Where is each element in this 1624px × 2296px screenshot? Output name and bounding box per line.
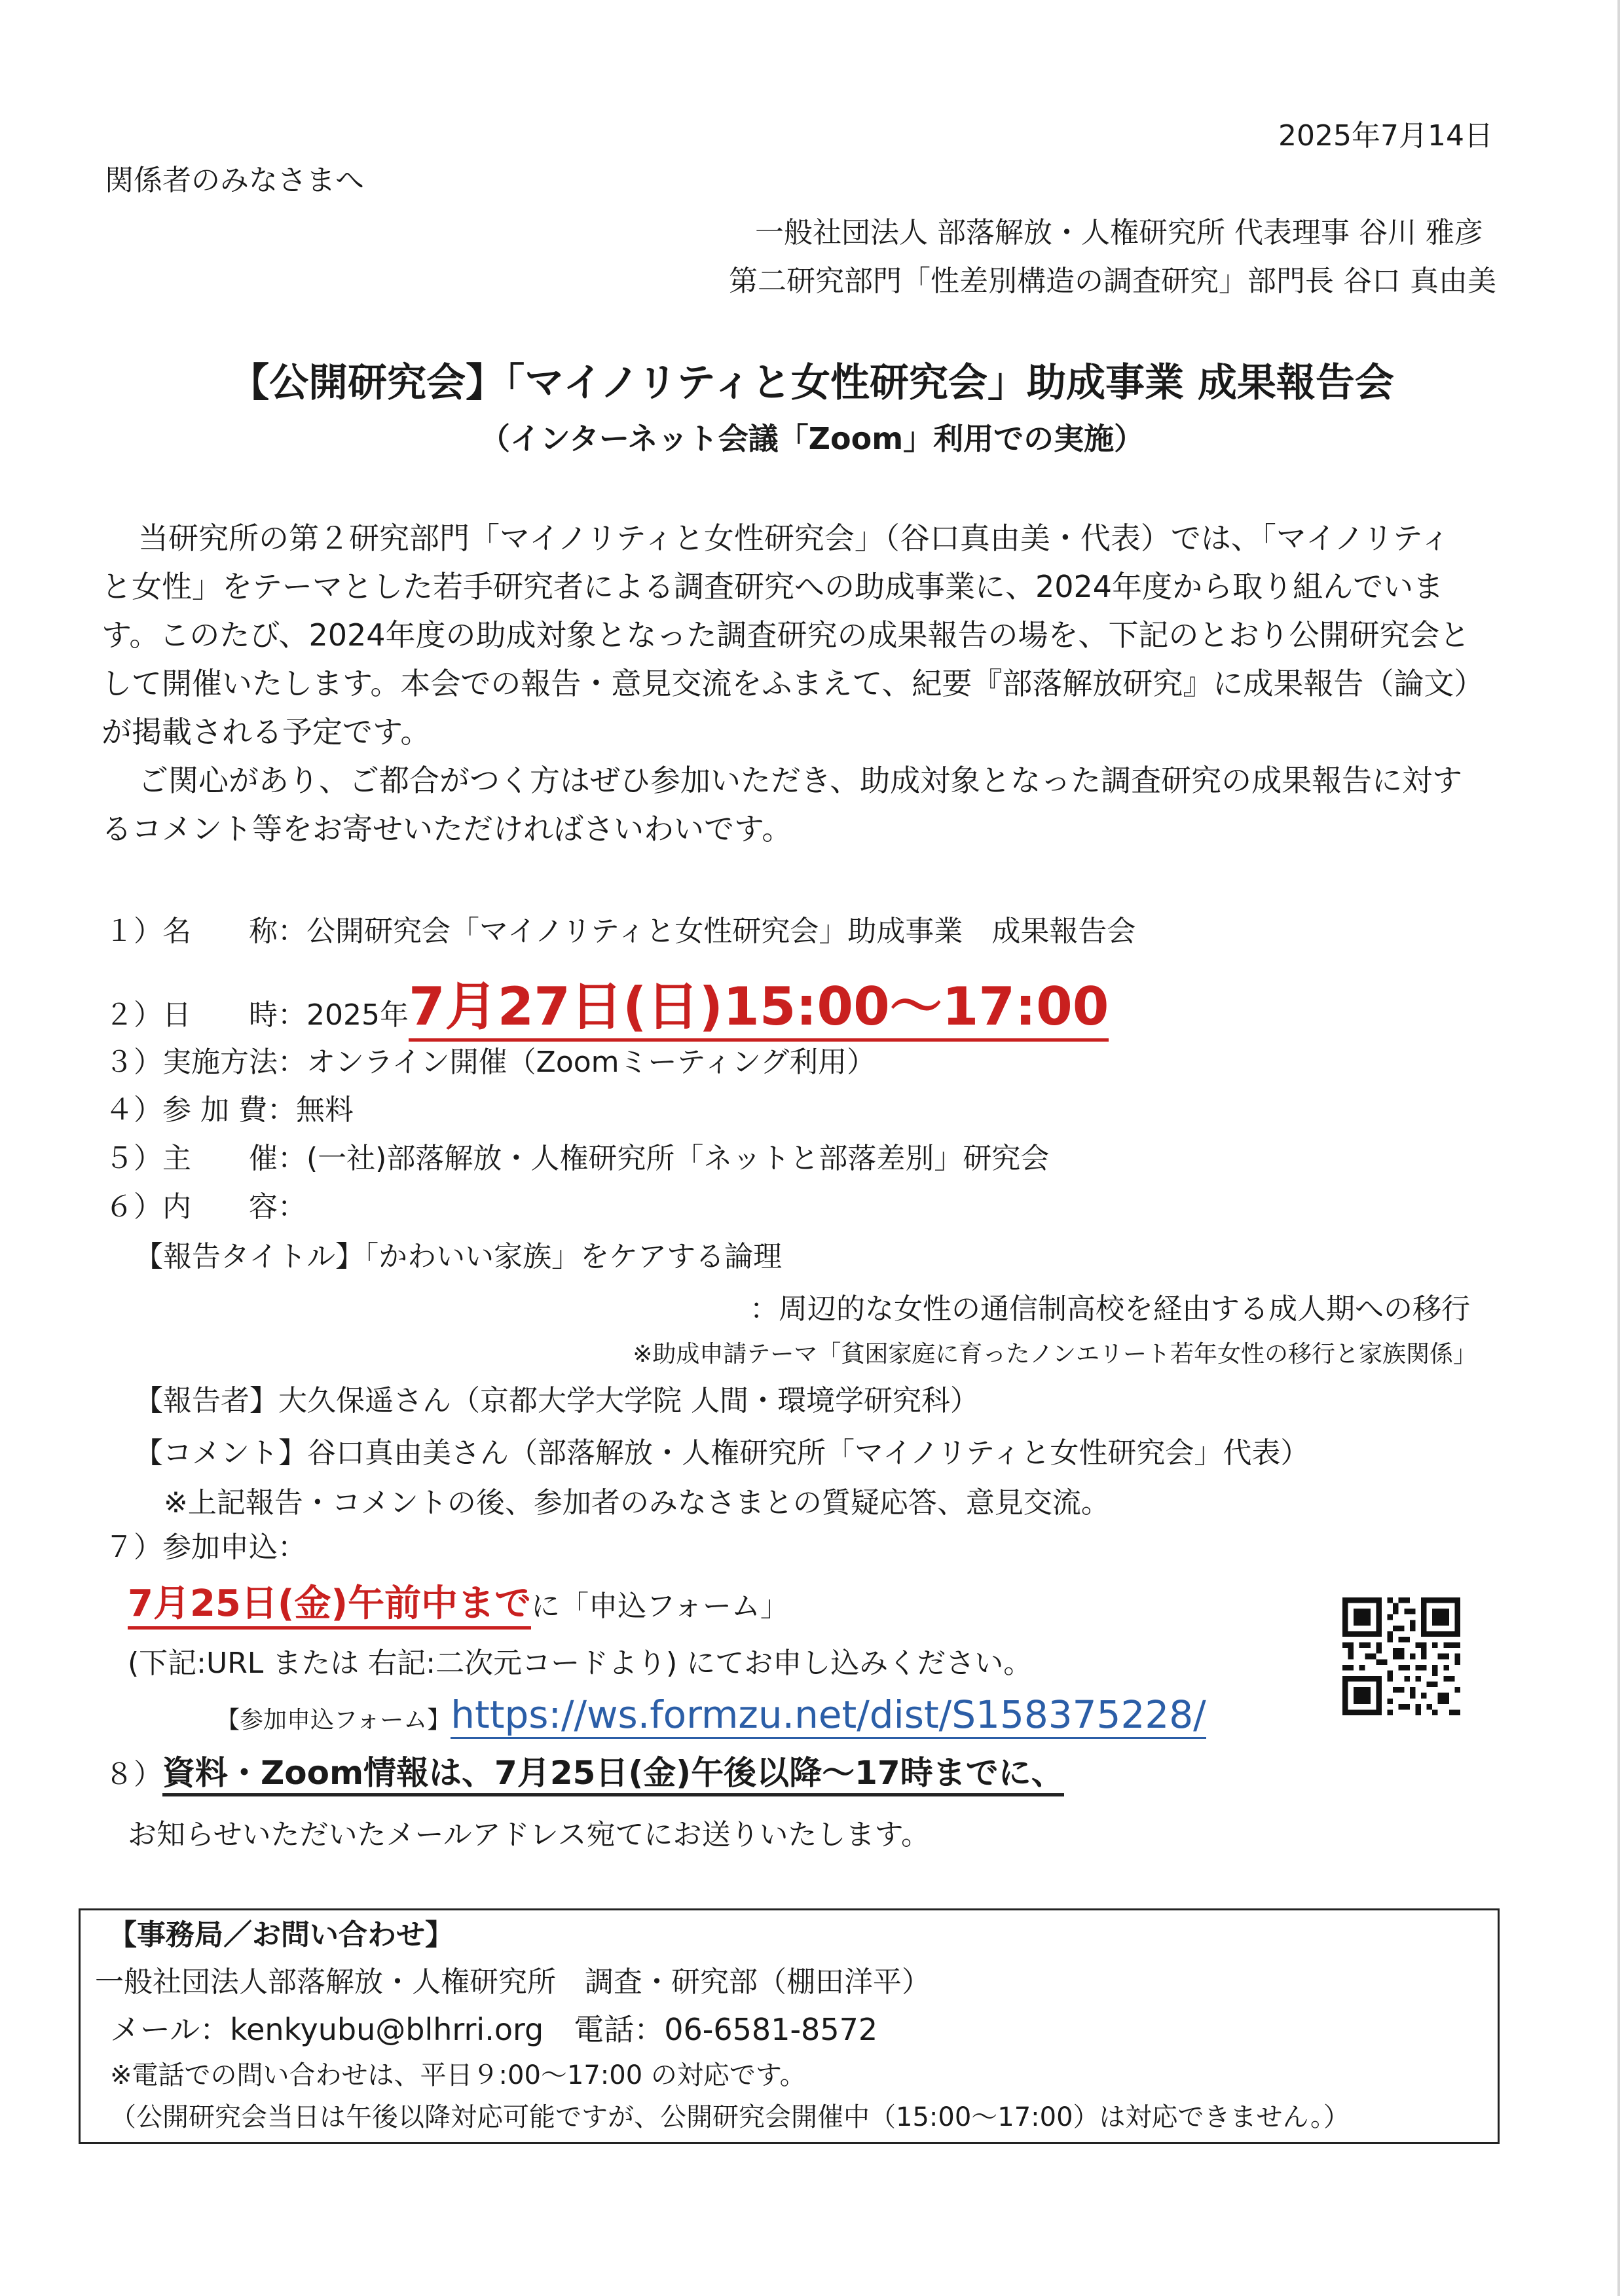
contact-heading: 【事務局／お問い合わせ】 (108, 1918, 454, 1952)
item-content-label: ６）内 容： (105, 1190, 306, 1224)
intro-paragraph-2: ご関心があり、ご都合がつく方はぜひ参加いただき、助成対象となった調査研究の成果報告に対するコメント等をお寄せいただければさいわいです。 (101, 763, 1463, 847)
apply-form-text: に「申込フォーム」 (531, 1590, 789, 1623)
sender-line-1: 一般社団法人 部落解放・人権研究所 代表理事 谷川 雅彦 (755, 216, 1483, 249)
form-link-row (216, 1692, 1206, 1737)
intro-paragraph-1: 当研究所の第２研究部門「マイノリティと女性研究会」（谷口真由美・代表）では、「マイノリティと女性」をテーマとした若手研究者による調査研究への助成事業に、2024年度から取り組んでいます。このたび、2024年度の助成対象となった調査研究の成果報告の場を、下記のとおり公開研究会として開催いたします。本会での報告・意見交流をふまえて、紀要『部落解放研究』に成果報告（論文）が掲載される予定です。 (101, 520, 1470, 750)
item-name-value: 公開研究会「マイノリティと女性研究会」助成事業 成果報告会 (306, 915, 1136, 948)
contact-org: 一般社団法人部落解放・人権研究所 調査・研究部（棚田洋平） (95, 1965, 931, 1999)
apply-label: ７）参加申込： (105, 1531, 306, 1564)
issue-date: 2025年7月14日 (1278, 119, 1493, 153)
material-row (105, 1755, 1064, 1793)
page-title: 【公開研究会】「マイノリティと女性研究会」助成事業 成果報告会 (230, 360, 1394, 406)
form-url-link[interactable]: https://ws.formzu.net/dist/S158375228/ (451, 1692, 1206, 1739)
contact-event-note: （公開研究会当日は午後以降対応可能ですが、公開研究会開催中（15:00～17:00）は対応できません。） (110, 2102, 1350, 2132)
scan-edge (1617, 0, 1620, 2296)
apply-deadline: 7月25日(金)午前中まで (128, 1582, 531, 1630)
page-subtitle: （インターネット会議「Zoom」利用での実施） (479, 421, 1145, 456)
item-date-label: ２）日 時：2025年 (105, 998, 409, 1032)
grant-theme-note: ※助成申請テーマ「貧困家庭に育ったノンエリート若年女性の移行と家族関係」 (633, 1341, 1477, 1368)
item-host: ５）主 催：(一社)部落解放・人権研究所「ネットと部落差別」研究会 (105, 1142, 1050, 1175)
item-date (105, 975, 1109, 1038)
contact-hours: ※電話での問い合わせは、平日９:00～17:00 の対応です。 (110, 2060, 806, 2090)
item-name-label: １）名 称： (105, 915, 306, 948)
contact-box (79, 1908, 1500, 2144)
material-note: お知らせいただいたメールアドレス宛てにお送りいたします。 (128, 1818, 930, 1851)
item-name (105, 913, 1135, 950)
contact-mail-phone: メール：kenkyubu@blhrri.org 電話：06-6581-8572 (110, 2012, 878, 2047)
reporter: 【報告者】大久保遥さん（京都大学大学院 人間・環境学研究科） (134, 1384, 979, 1417)
qa-note: ※上記報告・コメントの後、参加者のみなさまとの質疑応答、意見交流。 (164, 1486, 1110, 1520)
material-label: ８） (105, 1758, 162, 1791)
qr-code-icon[interactable] (1342, 1597, 1460, 1715)
addressee: 関係者のみなさまへ (105, 164, 364, 197)
material-text: 資料・Zoom情報は、7月25日(金)午後以降～17時までに、 (162, 1754, 1064, 1796)
form-label: 【参加申込フォーム】 (216, 1707, 451, 1734)
item-method: ３）実施方法：オンライン開催（Zoomミーティング利用） (105, 1046, 876, 1079)
event-date: 7月27日(日)15:00～17:00 (409, 976, 1109, 1042)
report-title-line-1: 【報告タイトル】「かわいい家族」をケアする論理 (134, 1240, 783, 1273)
report-title-line-2: ：周辺的な女性の通信制高校を経由する成人期への移行 (750, 1292, 1470, 1326)
sender-line-2: 第二研究部門「性差別構造の調査研究」部門長 谷口 真由美 (729, 264, 1496, 298)
apply-deadline-row (128, 1580, 789, 1628)
apply-instruction: (下記:URL または 右記:二次元コードより) にてお申し込みください。 (128, 1647, 1033, 1680)
commenter: 【コメント】谷口真由美さん（部落解放・人権研究所「マイノリティと女性研究会」代表） (134, 1436, 1310, 1470)
item-fee: ４）参 加 費：無料 (105, 1093, 354, 1127)
